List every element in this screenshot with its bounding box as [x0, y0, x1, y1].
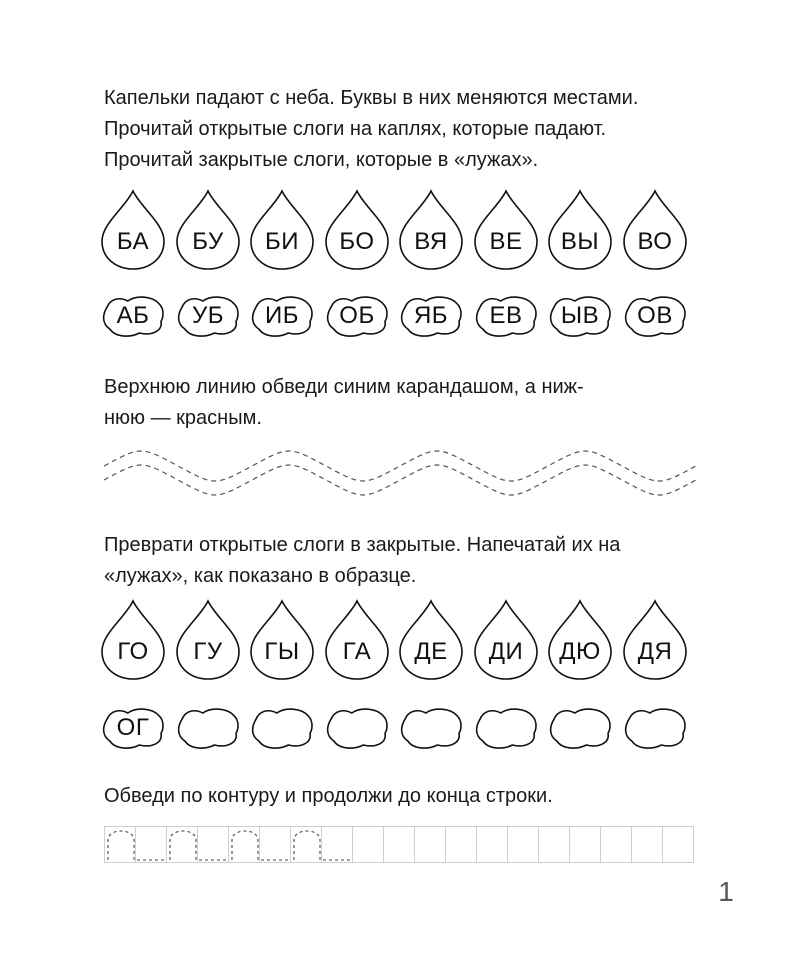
puddle-row1-label-4: ОБ	[339, 302, 375, 329]
puddle-row2-label-5[interactable]	[399, 706, 463, 750]
puddle-row2-label-1: ОГ	[116, 714, 150, 741]
instruction-drops-line-2: Прочитай открытые слоги на каплях, которые падают.	[104, 118, 607, 140]
puddle-row2-label-6[interactable]	[474, 706, 538, 750]
page-number: 1	[718, 876, 734, 907]
puddle-row1-label-1: АБ	[116, 302, 150, 329]
grid-cell[interactable]	[136, 827, 167, 863]
drop-row2-label-4: ГА	[342, 637, 372, 665]
drop-row1-label-4: БО	[339, 227, 375, 255]
upper-dashed-wave	[104, 451, 696, 481]
puddle-row1-label-2: УБ	[192, 302, 224, 329]
puddle-row1-label-7: ЫВ	[560, 302, 600, 329]
drop-row2-label-3: ГЫ	[264, 637, 300, 665]
grid-cell[interactable]	[353, 827, 384, 863]
instruction-trace-line-1: Обведи по контуру и продолжи до конца строки.	[104, 785, 553, 807]
instruction-convert-line-1: Преврати открытые слоги в закрытые. Напечатай их на	[104, 534, 621, 556]
wave-tracing-lines	[104, 444, 698, 521]
grid-cell[interactable]	[477, 827, 508, 863]
dashed-arch-letter	[108, 831, 134, 860]
grid-cell[interactable]	[632, 827, 663, 863]
puddle-row1-label-3: ИБ	[265, 302, 299, 329]
grid-cell[interactable]	[322, 827, 353, 863]
lower-dashed-wave	[104, 465, 696, 495]
dashed-arch-letter	[232, 831, 258, 860]
puddle-row2-label-2[interactable]	[176, 706, 240, 750]
grid-cell[interactable]	[415, 827, 446, 863]
drop-row1-label-7: ВЫ	[560, 227, 600, 255]
drop-row1-label-1: БА	[116, 227, 150, 255]
drop-row2-label-8: ДЯ	[637, 637, 673, 665]
drop-row2-label-1: ГО	[117, 637, 149, 665]
wave-svg	[104, 444, 698, 516]
letter-tracing-grid[interactable]	[104, 826, 698, 869]
dashed-arch-letter	[294, 831, 320, 860]
drop-row2-label-6: ДИ	[488, 637, 524, 665]
instruction-drops-line-1: Капельки падают с неба. Буквы в них меняются местами.	[104, 87, 639, 109]
grid-cell[interactable]	[508, 827, 539, 863]
puddle-row1-label-5: ЯБ	[413, 302, 449, 329]
grid-cell[interactable]	[260, 827, 291, 863]
drop-row1-label-5: ВЯ	[414, 227, 448, 255]
drop-row1-label-6: ВЕ	[489, 227, 523, 255]
puddle-row2-label-3[interactable]	[250, 706, 314, 750]
tracing-grid-svg[interactable]	[104, 826, 698, 864]
instruction-wave-line-1: Верхнюю линию обведи синим карандашом, а ниж-	[104, 376, 584, 398]
drop-row2-label-7: ДЮ	[559, 637, 601, 665]
drop-row2-label-5: ДЕ	[414, 637, 448, 665]
drop-row1-label-3: БИ	[265, 227, 299, 255]
grid-cell[interactable]	[105, 827, 136, 863]
drop-row2-label-2: ГУ	[193, 637, 223, 665]
grid-cell[interactable]	[229, 827, 260, 863]
dashed-arch-letter	[170, 831, 196, 860]
grid-cell[interactable]	[601, 827, 632, 863]
puddle-row2-label-4[interactable]	[325, 706, 389, 750]
puddle-row1-label-8: ОВ	[637, 302, 673, 329]
grid-cell[interactable]	[570, 827, 601, 863]
grid-cell[interactable]	[384, 827, 415, 863]
drop-row1-label-2: БУ	[192, 227, 224, 255]
grid-cell[interactable]	[291, 827, 322, 863]
grid-cell[interactable]	[539, 827, 570, 863]
instruction-drops-line-3: Прочитай закрытые слоги, которые в «лужах».	[104, 149, 539, 171]
instruction-convert-line-2: «лужах», как показано в образце.	[104, 565, 417, 587]
grid-cell[interactable]	[198, 827, 229, 863]
drop-row1-label-8: ВО	[637, 227, 673, 255]
instruction-wave-line-2: нюю — красным.	[104, 407, 262, 429]
puddle-row1-label-6: ЕВ	[489, 302, 523, 329]
puddle-row2-label-7[interactable]	[548, 706, 612, 750]
grid-cell[interactable]	[663, 827, 694, 863]
grid-cell[interactable]	[446, 827, 477, 863]
grid-cell[interactable]	[167, 827, 198, 863]
puddle-row2-label-8[interactable]	[623, 706, 687, 750]
